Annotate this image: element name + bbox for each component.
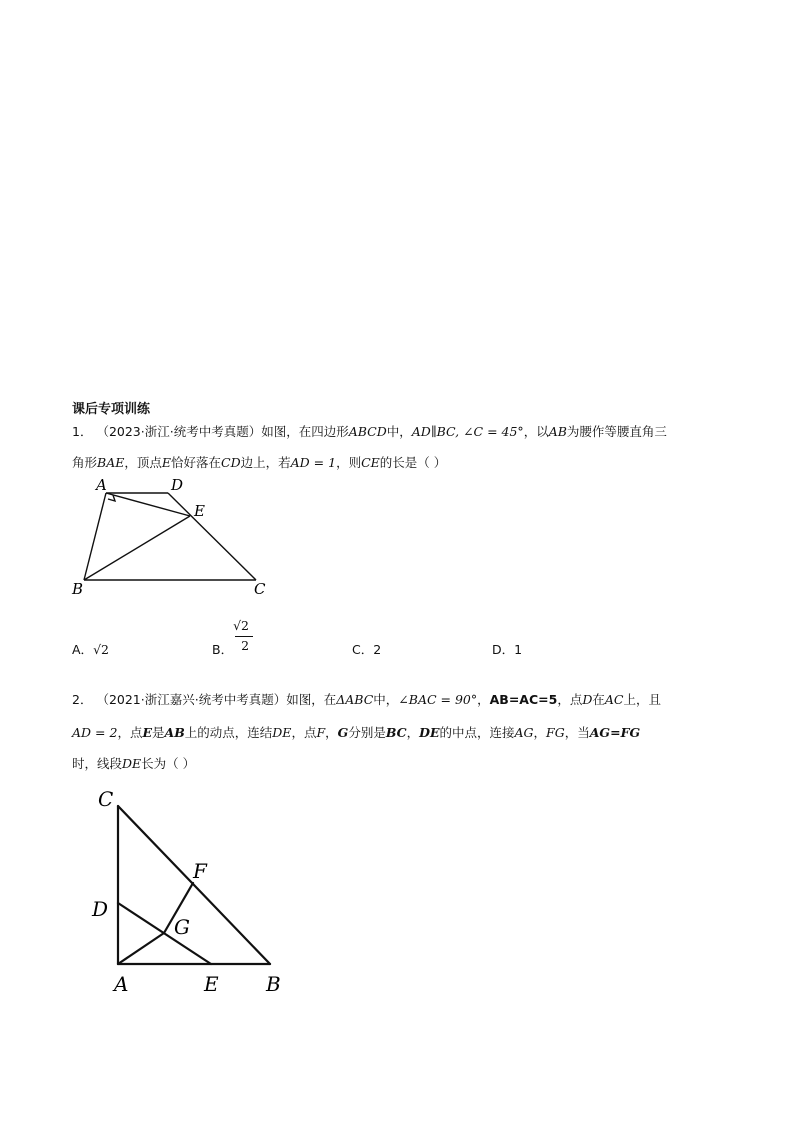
q2-text: 上的动点，连结 [184, 725, 273, 740]
q1-right-angle-mark [108, 495, 115, 501]
q1-edge-be [84, 516, 190, 580]
q1-label-d: D [171, 476, 184, 494]
q1-edge-ae [106, 493, 190, 516]
q1-source: （2023·浙江·统考中考真题） [96, 424, 262, 439]
q2-text: 中， [373, 692, 399, 707]
q2-condition: AB=AC=5 [489, 692, 558, 707]
q2-number: 2． [72, 692, 93, 707]
q2-label-b: B [266, 972, 281, 996]
q2-label-e: E [204, 972, 219, 996]
q1-text: 如图，在四边形 [261, 424, 349, 439]
fraction-denominator: 2 [241, 638, 250, 653]
q2-label-f: F [193, 859, 207, 883]
q1-label-a: A [96, 476, 107, 494]
q2-math-ag: AG [514, 725, 534, 740]
q2-label-c: C [98, 787, 114, 811]
q1-option-b[interactable] [212, 618, 259, 658]
q2-text: ，点 [117, 725, 143, 740]
fraction-numerator: √2 [233, 618, 249, 633]
q1-math-e: E [161, 455, 171, 470]
section-title: 课后专项训练 [72, 402, 151, 417]
q1-math-cd: CD [221, 455, 241, 470]
q1-number: 1． [72, 424, 93, 439]
q1-text: 恰好落在 [171, 455, 222, 470]
q2-text: ，点 [291, 725, 317, 740]
q2-line-3 [72, 754, 195, 772]
fraction [233, 618, 259, 654]
q1-math-ad: AD = 1 [290, 455, 337, 470]
q2-math-bc: BC [385, 725, 407, 740]
option-label: B． [212, 642, 234, 657]
q1-label-e: E [194, 502, 205, 520]
option-label: D． [492, 642, 515, 657]
q2-label-a: A [114, 972, 129, 996]
q2-text: 上，且 [623, 692, 661, 707]
option-value: √2 [93, 642, 109, 657]
q1-text: 为腰作等腰直角三 [566, 424, 667, 439]
q1-text: ，则 [336, 455, 362, 470]
q2-math-angle: ∠BAC = 90° [398, 692, 478, 707]
q2-math-condition: AG=FG [589, 725, 641, 740]
q2-figure [86, 786, 308, 998]
q2-math-de: DE [272, 725, 292, 740]
q2-text: 的中点，连接 [439, 725, 515, 740]
q2-math-de: DE [122, 756, 142, 771]
q1-math-abcd: ABCD [348, 424, 387, 439]
q1-math-condition: AD∥BC, ∠C = 45° [411, 424, 524, 439]
q2-math-ab: AB [164, 725, 185, 740]
q1-text: 角形 [72, 455, 98, 470]
q1-figure [66, 474, 286, 602]
q2-line-2 [72, 723, 640, 741]
q2-text: 长为（ ） [141, 756, 196, 771]
q1-math-ab: AB [548, 424, 567, 439]
q1-math-bae: BAE [97, 455, 125, 470]
q2-text: ， [533, 725, 547, 740]
q1-text: ，以 [523, 424, 549, 439]
q2-math-fg: FG [546, 725, 565, 740]
q2-text: 分别是 [348, 725, 386, 740]
q2-text: 如图，在 [286, 692, 337, 707]
q2-math-ad: AD = 2 [72, 725, 118, 740]
q2-text: ， [406, 725, 420, 740]
q1-math-ce: CE [361, 455, 380, 470]
q1-label-c: C [254, 580, 266, 598]
q2-math-e: E [142, 725, 152, 740]
q2-label-d: D [92, 897, 109, 921]
q2-label-g: G [174, 915, 190, 939]
q1-option-d[interactable] [492, 640, 522, 658]
q2-math-f: F [316, 725, 326, 740]
option-label: A． [72, 642, 94, 657]
q2-math-de: DE [419, 725, 440, 740]
q1-line-1 [72, 422, 667, 440]
q2-text: ， [325, 725, 338, 740]
q1-text: 的长是（ ） [379, 455, 447, 470]
q1-text: ，顶点 [124, 455, 162, 470]
q2-text: ，当 [564, 725, 590, 740]
q2-source: （2021·浙江嘉兴·统考中考真题） [96, 692, 287, 707]
q1-text: 中， [386, 424, 412, 439]
option-value: 2 [373, 642, 382, 657]
q2-text: 是 [151, 725, 165, 740]
q2-text: 在 [592, 692, 605, 707]
q1-text: 边上，若 [240, 455, 291, 470]
q2-math-triangle: ΔABC [336, 692, 374, 707]
option-label: C． [352, 642, 374, 657]
q2-edge-bc [118, 806, 270, 964]
q2-line-1 [72, 690, 661, 708]
q2-text: ， [477, 692, 490, 707]
q2-segment-ag [118, 933, 164, 964]
q2-text: ，点 [557, 692, 583, 707]
q1-edge-ab [84, 493, 106, 580]
q1-line-2 [72, 453, 446, 471]
q1-option-a[interactable] [72, 640, 109, 658]
option-value: 1 [514, 642, 523, 657]
q1-option-c[interactable] [352, 640, 381, 658]
q2-math-d: D [582, 692, 593, 707]
q2-math-g: G [337, 725, 349, 740]
q2-text: 时，线段 [72, 756, 123, 771]
q2-math-ac: AC [604, 692, 624, 707]
q1-edge-dc [168, 493, 256, 580]
q1-label-b: B [72, 580, 84, 598]
